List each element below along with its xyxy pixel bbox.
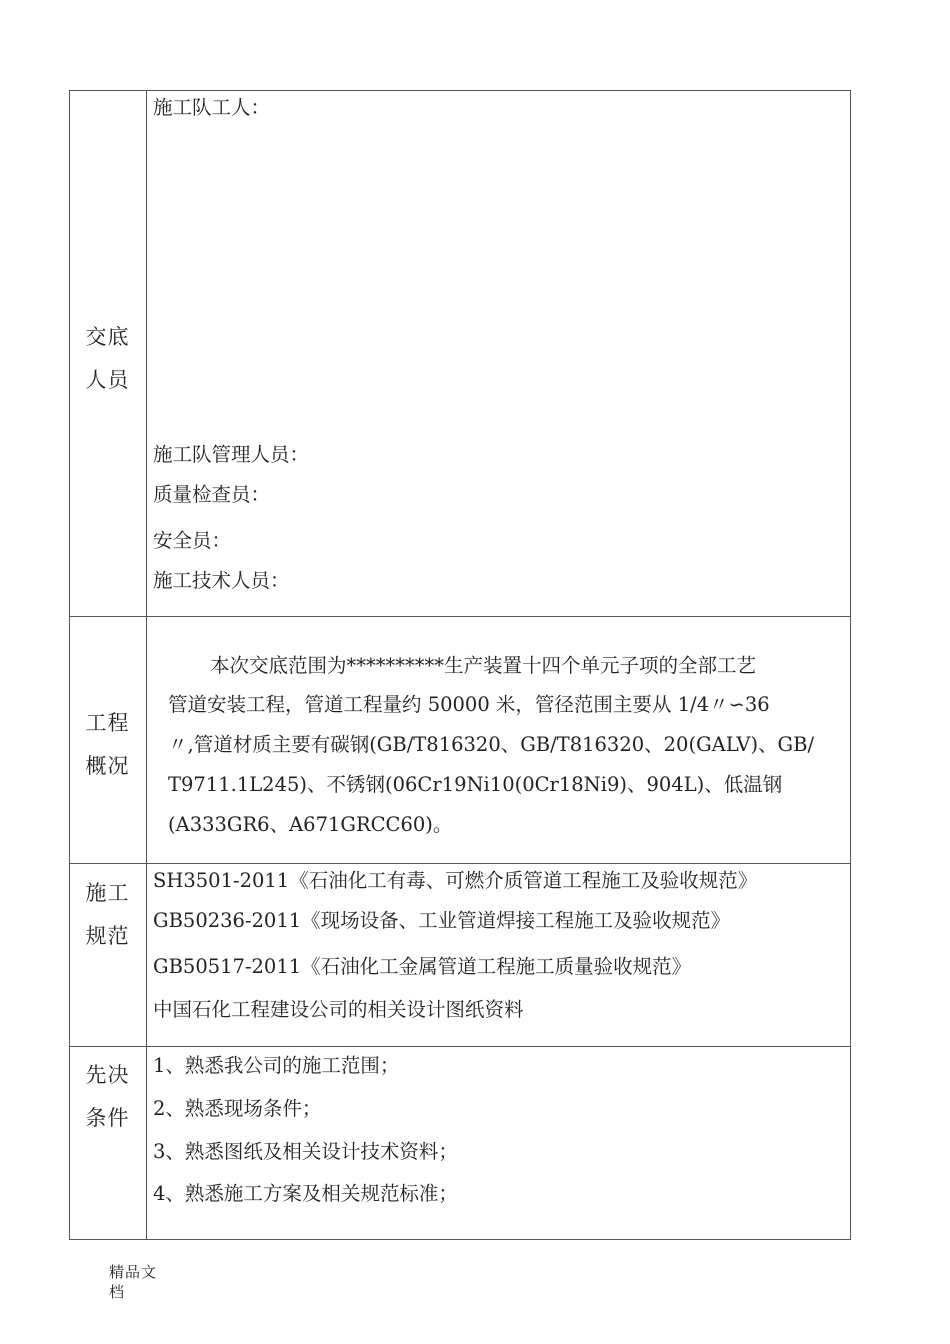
prerequisite-item: 1、熟悉我公司的施工范围； — [153, 1054, 400, 1077]
overview-paragraph-line: 本次交底范围为**********生产装置十四个单元子项的全部工艺 — [210, 654, 757, 677]
prerequisite-item: 2、熟悉现场条件； — [153, 1097, 322, 1120]
row-divider-standards — [69, 1046, 851, 1047]
standards-label-line-2: 规范 — [85, 924, 130, 948]
row-divider-overview — [69, 863, 851, 864]
overview-paragraph-line: (A333GR6、A671GRCC60)。 — [168, 813, 453, 836]
manager-label: 施工队管理人员： — [153, 443, 310, 466]
standards-label-line-1: 施工 — [85, 881, 130, 905]
standard-item: SH3501-2011《石油化工有毒、可燃介质管道工程施工及验收规范》 — [153, 869, 758, 892]
footer-watermark-line-2: 档 — [109, 1283, 126, 1301]
overview-section-label — [69, 702, 146, 788]
prerequisites-section-label — [69, 1054, 146, 1140]
overview-paragraph-line: 管道安装工程，管道工程量约 50000 米，管径范围主要从 1/4〃∽36 — [168, 693, 770, 716]
personnel-label-line-1: 交底 — [85, 325, 130, 349]
overview-label-line-1: 工程 — [85, 711, 130, 735]
footer-watermark-line-1: 精品文 — [109, 1263, 158, 1281]
personnel-section-label — [69, 316, 146, 402]
standard-item: 中国石化工程建设公司的相关设计图纸资料 — [153, 998, 524, 1021]
overview-paragraph-line: 〃,管道材质主要有碳钢(GB/T816320、GB/T816320、20(GALV)、GB/ — [168, 733, 815, 756]
column-divider — [146, 90, 147, 1240]
overview-label-line-2: 概况 — [85, 754, 130, 778]
footer-watermark — [109, 1262, 169, 1302]
technician-label: 施工技术人员： — [153, 569, 290, 592]
inspector-label: 质量检查员： — [153, 483, 271, 506]
standards-section-label — [69, 872, 146, 958]
overview-paragraph-line: T9711.1L245)、不锈钢(06Cr19Ni10(0Cr18Ni9)、904L)、低温钢 — [168, 773, 783, 796]
personnel-label-line-2: 人员 — [85, 368, 130, 392]
standard-item: GB50517-2011《石油化工金属管道工程施工质量验收规范》 — [153, 955, 692, 978]
row-divider-personnel — [69, 616, 851, 617]
prerequisite-item: 4、熟悉施工方案及相关规范标准； — [153, 1182, 458, 1205]
standard-item: GB50236-2011《现场设备、工业管道焊接工程施工及验收规范》 — [153, 909, 731, 932]
prerequisites-label-line-2: 条件 — [85, 1106, 130, 1130]
workers-label: 施工队工人： — [153, 96, 271, 119]
safety-officer-label: 安全员： — [153, 529, 232, 552]
prerequisite-item: 3、熟悉图纸及相关设计技术资料； — [153, 1140, 458, 1163]
prerequisites-label-line-1: 先决 — [85, 1063, 130, 1087]
